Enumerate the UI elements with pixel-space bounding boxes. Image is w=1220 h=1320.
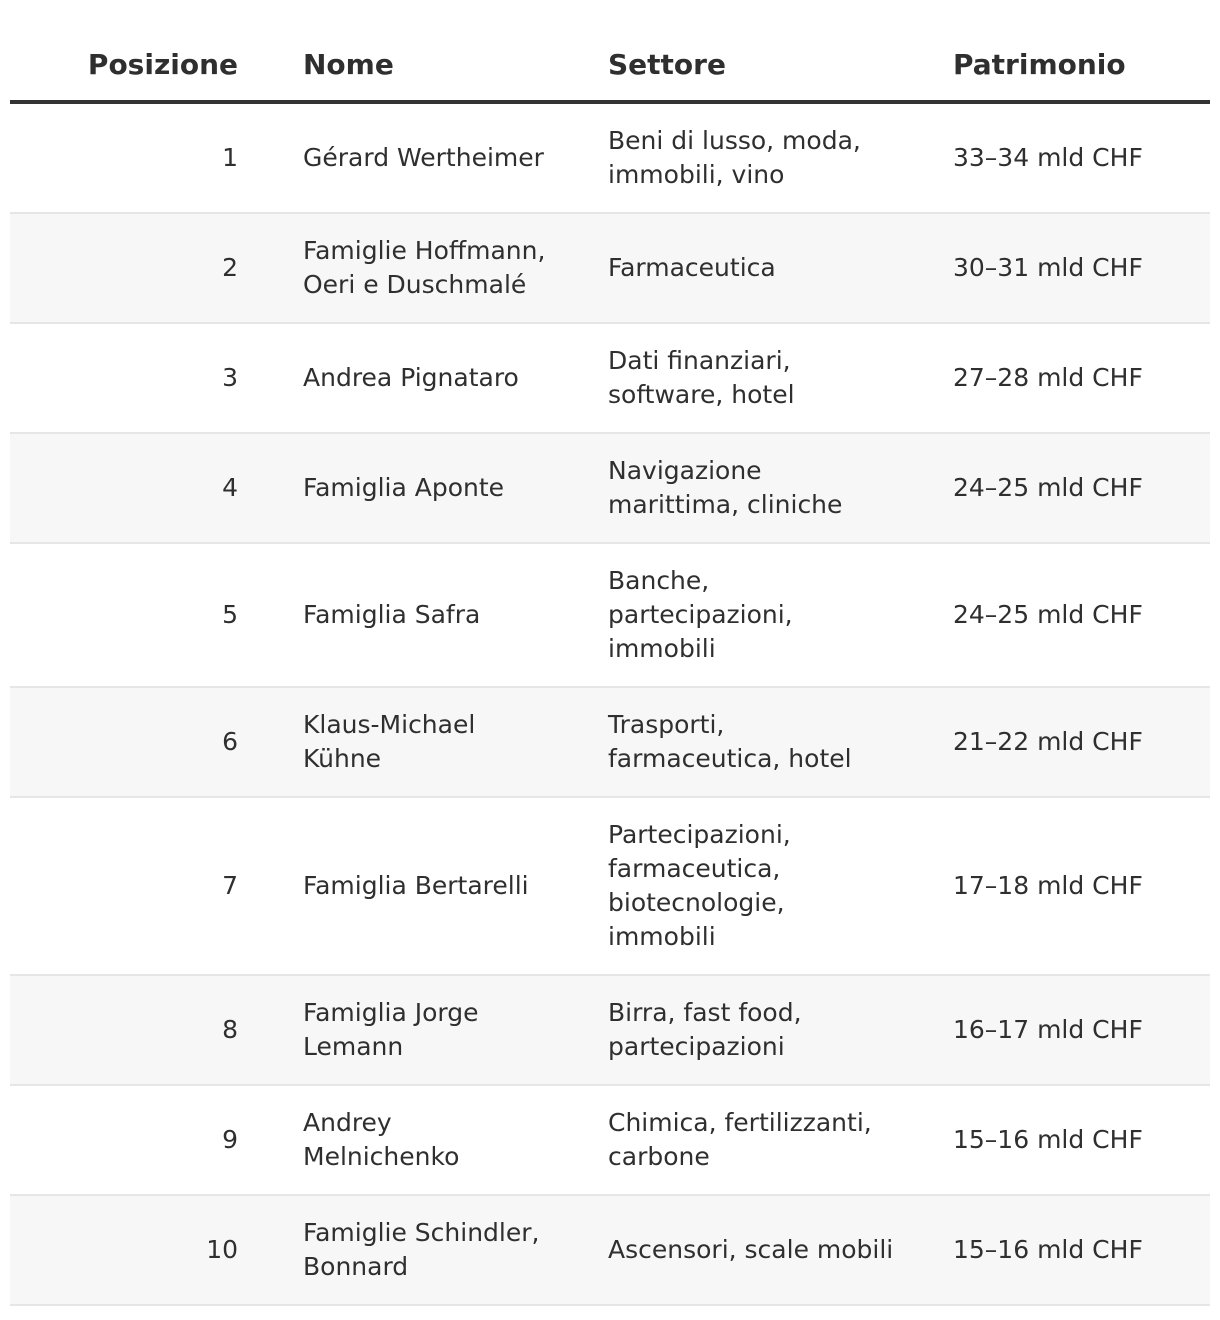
- cell-name: Famiglie Hoffmann, Oeri e Duschmalé: [303, 236, 546, 299]
- cell-position: 2: [222, 253, 238, 282]
- cell-wealth: 33–34 mld CHF: [953, 143, 1143, 172]
- cell-sector: Navigazione marittima, cliniche: [608, 456, 843, 519]
- table-row: [10, 324, 1210, 434]
- cell-name: Famiglia Jorge Lemann: [303, 998, 479, 1061]
- cell-wealth: 24–25 mld CHF: [953, 600, 1143, 629]
- table-header-row: [10, 28, 1210, 104]
- cell-sector: Chimica, fertilizzanti, carbone: [608, 1108, 872, 1171]
- cell-name: Andrea Pignataro: [303, 363, 519, 392]
- table-row: [10, 688, 1210, 798]
- cell-sector: Farmaceutica: [608, 253, 776, 282]
- table-row: [10, 434, 1210, 544]
- cell-sector: Trasporti, farmaceutica, hotel: [608, 710, 852, 773]
- cell-wealth: 21–22 mld CHF: [953, 727, 1143, 756]
- cell-position: 5: [222, 600, 238, 629]
- cell-name: Famiglie Schindler, Bonnard: [303, 1218, 540, 1281]
- cell-sector: Dati finanziari, software, hotel: [608, 346, 795, 409]
- header-position[interactable]: Posizione: [87, 47, 238, 81]
- cell-wealth: 17–18 mld CHF: [953, 871, 1143, 900]
- table-row: [10, 798, 1210, 976]
- cell-position: 9: [222, 1125, 238, 1154]
- cell-position: 10: [206, 1235, 238, 1264]
- cell-name: Famiglia Bertarelli: [303, 871, 529, 900]
- table-row: [10, 1196, 1210, 1306]
- header-name[interactable]: Nome: [303, 47, 394, 81]
- cell-name: Famiglia Safra: [303, 600, 481, 629]
- cell-wealth: 30–31 mld CHF: [953, 253, 1143, 282]
- cell-position: 4: [222, 473, 238, 502]
- cell-position: 7: [222, 871, 238, 900]
- cell-wealth: 15–16 mld CHF: [953, 1235, 1143, 1264]
- cell-wealth: 15–16 mld CHF: [953, 1125, 1143, 1154]
- cell-wealth: 27–28 mld CHF: [953, 363, 1143, 392]
- cell-position: 6: [222, 727, 238, 756]
- cell-position: 3: [222, 363, 238, 392]
- cell-name: Famiglia Aponte: [303, 473, 505, 502]
- table-row: [10, 1086, 1210, 1196]
- cell-position: 8: [222, 1015, 238, 1044]
- cell-wealth: 16–17 mld CHF: [953, 1015, 1143, 1044]
- cell-sector: Birra, fast food, partecipazioni: [608, 998, 802, 1061]
- cell-name: Andrey Melnichenko: [303, 1108, 460, 1171]
- table-row: [10, 104, 1210, 214]
- cell-sector: Beni di lusso, moda, immobili, vino: [608, 126, 861, 189]
- cell-sector: Ascensori, scale mobili: [608, 1235, 894, 1264]
- cell-name: Klaus-Michael Kühne: [303, 710, 476, 773]
- cell-sector: Partecipazioni, farmaceutica, biotecnologie, immobili: [608, 820, 791, 951]
- cell-sector: Banche, partecipazioni, immobili: [608, 566, 793, 663]
- table-row: [10, 976, 1210, 1086]
- table-row: [10, 544, 1210, 688]
- cell-position: 1: [222, 143, 238, 172]
- cell-wealth: 24–25 mld CHF: [953, 473, 1143, 502]
- ranking-table: [10, 28, 1210, 1306]
- cell-name: Gérard Wertheimer: [303, 143, 544, 172]
- header-wealth[interactable]: Patrimonio: [953, 47, 1126, 81]
- table-row: [10, 214, 1210, 324]
- header-sector[interactable]: Settore: [608, 47, 726, 81]
